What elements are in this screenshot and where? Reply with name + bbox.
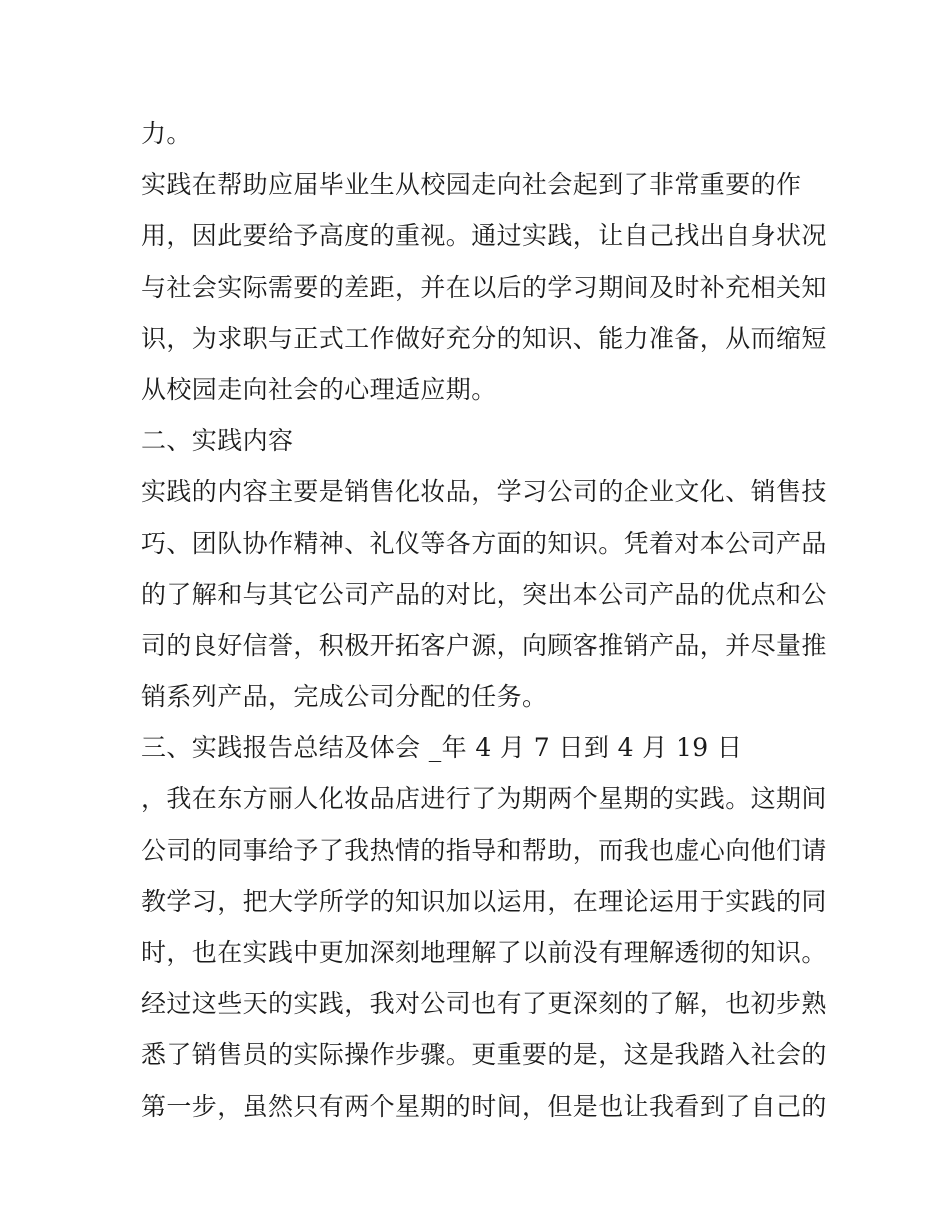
text-line: 悉了销售员的实际操作步骤。更重要的是，这是我踏入社会的 (141, 1040, 827, 1070)
text-line: ，我在东方丽人化妆品店进行了为期两个星期的实践。这期间 (141, 784, 827, 814)
body-text (141, 108, 827, 1132)
text-line: 用，因此要给予高度的重视。通过实践，让自己找出自身状况 (141, 221, 827, 251)
text-line: 实践在帮助应届毕业生从校园走向社会起到了非常重要的作 (141, 170, 802, 200)
text-line: 司的良好信誉，积极开拓客户源，向顾客推销产品，并尽量推 (141, 630, 827, 660)
section-heading: 三、实践报告总结及体会 _年 4 月 7 日到 4 月 19 日 (141, 733, 743, 763)
text-line: 从校园走向社会的心理适应期。 (141, 374, 497, 404)
text-line: 力。 (141, 119, 192, 148)
text-line: 实践的内容主要是销售化妆品，学习公司的企业文化、销售技 (141, 477, 827, 507)
text-line: 销系列产品，完成公司分配的任务。 (141, 682, 548, 712)
text-line: 巧、团队协作精神、礼仪等各方面的知识。凭着对本公司产品 (141, 528, 827, 558)
text-line: 时，也在实践中更加深刻地理解了以前没有理解透彻的知识。 (141, 938, 827, 967)
text-line: 经过这些天的实践，我对公司也有了更深刻的了解，也初步熟 (141, 989, 827, 1019)
section-heading: 二、实践内容 (141, 426, 294, 456)
text-line: 第一步，虽然只有两个星期的时间，但是也让我看到了自己的 (141, 1091, 827, 1121)
text-line: 教学习，把大学所学的知识加以运用，在理论运用于实践的同 (141, 886, 827, 916)
text-line: 的了解和与其它公司产品的对比，突出本公司产品的优点和公 (141, 579, 827, 609)
text-line: 公司的同事给予了我热情的指导和帮助，而我也虚心向他们请 (141, 835, 827, 865)
text-line: 识，为求职与正式工作做好充分的知识、能力准备，从而缩短 (141, 323, 827, 353)
text-line: 与社会实际需要的差距，并在以后的学习期间及时补充相关知 (141, 272, 827, 302)
